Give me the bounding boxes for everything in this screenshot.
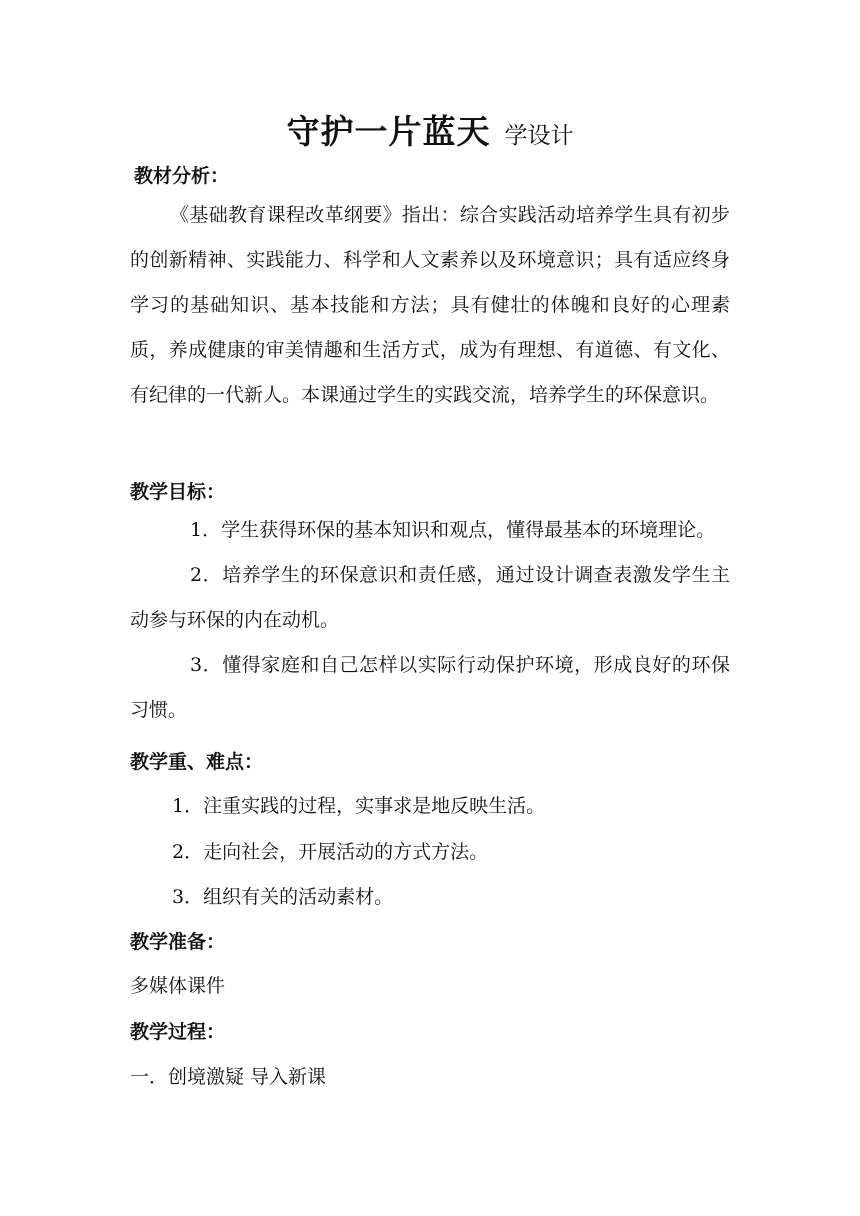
heading-process: 教学过程： (130, 1021, 226, 1043)
goal-item-1: 1．学生获得环保的基本知识和观点，懂得最基本的环境理论。 (190, 519, 716, 541)
goal-item-3: 3．懂得家庭和自己怎样以实际行动保护环境，形成良好的环保习惯。 (130, 654, 730, 721)
heading-preparation: 教学准备： (130, 931, 226, 953)
title-main: 守护一片蓝天 (286, 112, 491, 151)
heading-analysis: 教材分析： (134, 165, 230, 187)
key-point-item-3: 3．组织有关的活动素材。 (172, 886, 394, 908)
process-step-1: 一．创境激疑 导入新课 (130, 1066, 327, 1088)
analysis-paragraph: 《基础教育课程改革纲要》指出：综合实践活动培养学生具有初步的创新精神、实践能力、科学和人文素养以及环境意识；具有适应终身学习的基础知识、基本技能和方法；具有健壮的体魄和良好的心理素质，养成健康的审美情趣和生活方式，成为有理想、有道德、有文化、有纪律的一代新人。本课通过学生的实践交流，培养学生的环保意识。 (130, 204, 730, 406)
title-sub: 学设计 (504, 123, 574, 149)
goal-item-2: 2．培养学生的环保意识和责任感，通过设计调查表激发学生主动参与环保的内在动机。 (130, 564, 730, 631)
key-point-item-1: 1．注重实践的过程，实事求是地反映生活。 (172, 795, 546, 817)
heading-key-points: 教学重、难点： (130, 751, 264, 773)
preparation-text: 多媒体课件 (130, 975, 226, 997)
document-title (0, 106, 860, 153)
heading-goals: 教学目标： (130, 481, 226, 503)
key-point-item-2: 2．走向社会，开展活动的方式方法。 (172, 841, 489, 863)
